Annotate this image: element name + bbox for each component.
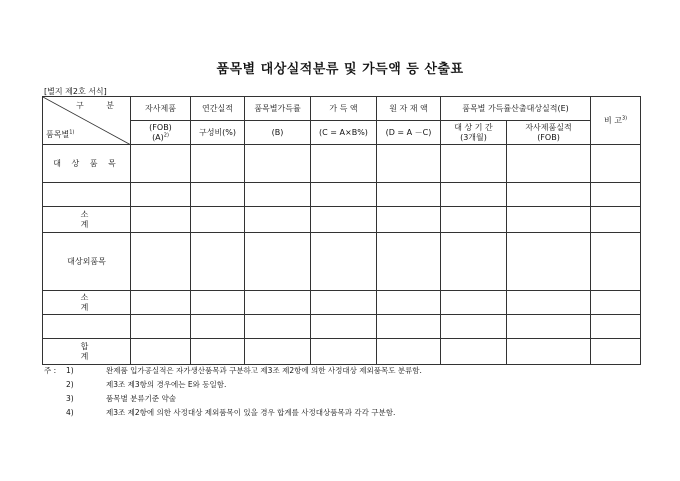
calculation-table	[42, 96, 641, 365]
footnote-text: 제3조 제3항의 경우에는 E와 동일함.	[106, 380, 227, 389]
table-row	[43, 183, 641, 207]
header-c-formula: (C = A×B%)	[311, 121, 377, 145]
header-raw-material: 원 자 재 액	[377, 97, 441, 121]
row-label-subtotal-2: 소 계	[43, 291, 131, 315]
header-d-formula: (D = A －C)	[377, 121, 441, 145]
table-row	[43, 291, 641, 315]
footnote-number: 1)	[66, 366, 74, 375]
table-row	[43, 145, 641, 183]
footnote-item	[44, 392, 422, 406]
header-target-period: 대 상 기 간 (3개월)	[441, 121, 507, 145]
header-fob-a: (FOB) $(A)^{2)}$	[131, 121, 191, 145]
footnote-prefix: 주 :	[44, 366, 57, 375]
footnote-item	[44, 378, 422, 392]
row-label-total: 합 계	[43, 339, 131, 365]
row-label-target: 대 상 품 목	[43, 145, 131, 183]
footnote-text: 제3조 제2항에 의한 사정대상 제외품목이 있을 경우 합계를 사정대상품목과 각각 구분함.	[106, 408, 396, 417]
footnote-text: 품목별 분류기준 약술	[106, 394, 176, 403]
header-earned-amount: 가 득 액	[311, 97, 377, 121]
header-own-result: 자사제품실적 (FOB)	[507, 121, 591, 145]
header-pummok: 품목별$^{1)}$	[46, 129, 75, 139]
row-label-nontarget: 대상외품목	[43, 233, 131, 291]
footnote-number: 2)	[66, 380, 74, 389]
header-annual-result: 연간실적	[191, 97, 245, 121]
form-label: [별지 제2호 서식]	[44, 87, 107, 96]
footnote-item	[44, 406, 422, 420]
footnote-item	[44, 364, 422, 378]
header-ratio: 구성비(%)	[191, 121, 245, 145]
footnote-number: 4)	[66, 408, 74, 417]
header-diagonal-cell	[43, 97, 131, 145]
footnote-number: 3)	[66, 394, 74, 403]
header-own-product: 자사제품	[131, 97, 191, 121]
table-row	[43, 339, 641, 365]
header-b: (B)	[245, 121, 311, 145]
header-gubun: 구 분	[76, 101, 124, 110]
header-rate-basis: 품목별 가득률산출대상실적(E)	[441, 97, 591, 121]
table-row	[43, 315, 641, 339]
header-remarks: 비 고$^{3)}$	[591, 97, 641, 145]
footnote-text: 완제품 입가공실적은 자가생산품목과 구분하고 제3조 제2항에 의한 사정대상 제외품목도 분류함.	[106, 366, 422, 375]
table-row	[43, 233, 641, 291]
footnotes	[44, 364, 422, 420]
page-title: 품목별 대상실적분류 및 가득액 등 산출표	[216, 62, 464, 77]
table-row	[43, 207, 641, 233]
header-item-rate: 품목별가득률	[245, 97, 311, 121]
row-label-subtotal-1: 소 계	[43, 207, 131, 233]
